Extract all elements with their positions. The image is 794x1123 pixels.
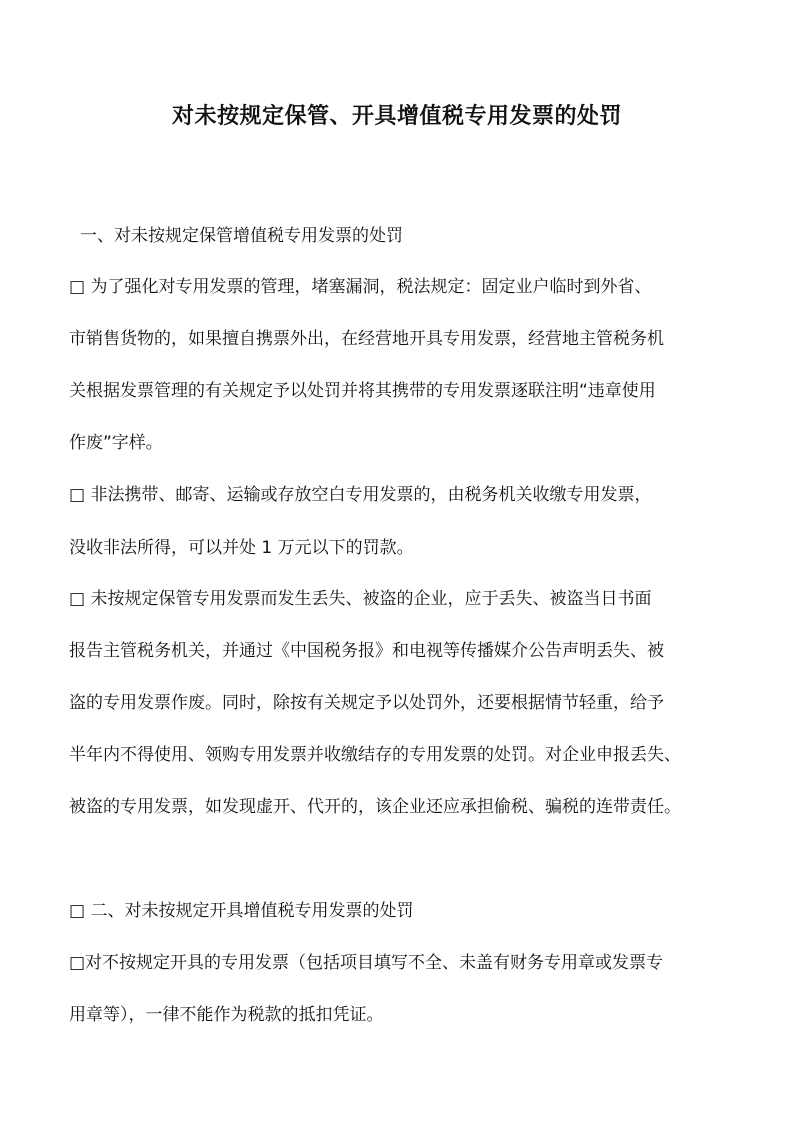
paragraph-line: 报告主管税务机关，并通过《中国税务报》和电视等传播媒介公告声明丢失、被	[69, 641, 664, 661]
paragraph-line: 市销售货物的，如果擅自携票外出，在经营地开具专用发票，经营地主管税务机	[69, 329, 664, 349]
section-heading-1: 一、对未按规定保管增值税专用发票的处罚	[80, 226, 403, 246]
paragraph-line: 被盗的专用发票，如发现虚开、代开的，该企业还应承担偷税、骗税的连带责任。	[69, 797, 681, 817]
paragraph-line: 半年内不得使用、领购专用发票并收缴结存的专用发票的处罚。对企业申报丢失、	[69, 745, 681, 765]
paragraph-line: 关根据发票管理的有关规定予以处罚并将其携带的专用发票逐联注明“违章使用	[69, 381, 656, 401]
paragraph-line: 用章等），一律不能作为税款的抵扣凭证。	[69, 1005, 384, 1025]
paragraph-line: 盗的专用发票作废。同时，除按有关规定予以处罚外，还要根据情节轻重，给予	[69, 693, 664, 713]
document-title: 对未按规定保管、开具增值税专用发票的处罚	[171, 104, 622, 129]
paragraph-line: □ 非法携带、邮寄、运输或存放空白专用发票的，由税务机关收缴专用发票，	[69, 485, 652, 505]
paragraph-line: 没收非法所得，可以并处 1 万元以下的罚款。	[69, 538, 414, 558]
paragraph-line: □ 为了强化对专用发票的管理，堵塞漏洞，税法规定：固定业户临时到外省、	[69, 277, 652, 297]
paragraph-line: □ 未按规定保管专用发票而发生丢失、被盗的企业，应于丢失、被盗当日书面	[69, 589, 652, 609]
paragraph-line: 作废”字样。	[69, 433, 163, 453]
section-heading-2: □ 二、对未按规定开具增值税专用发票的处罚	[69, 901, 414, 921]
paragraph-line: □对不按规定开具的专用发票（包括项目填写不全、未盖有财务专用章或发票专	[69, 953, 664, 973]
